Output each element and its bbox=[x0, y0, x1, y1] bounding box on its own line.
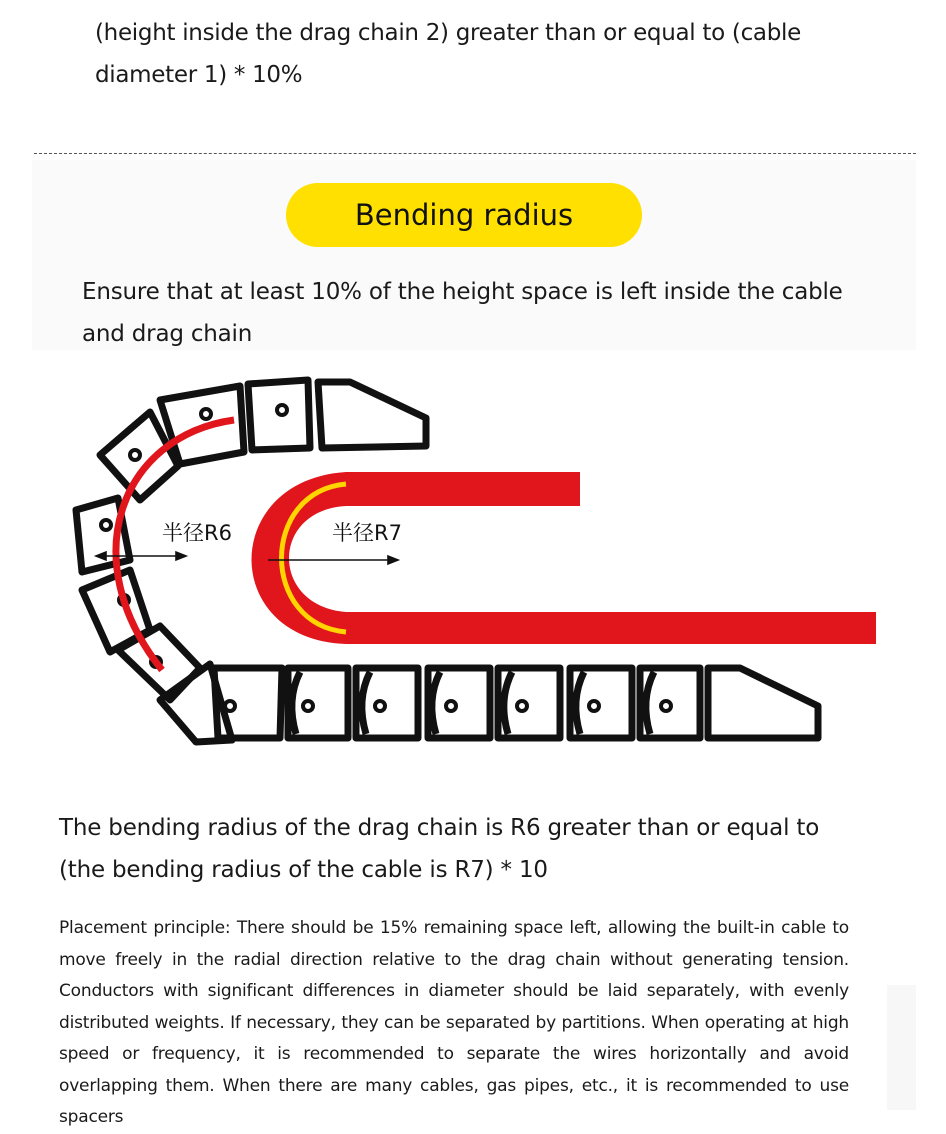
chain-end-bottom bbox=[708, 668, 818, 738]
section-title-pill bbox=[286, 183, 642, 247]
top-paragraph: (height inside the drag chain 2) greater than or equal to (cable diameter 1) * 10% bbox=[95, 20, 801, 88]
intro-paragraph: Ensure that at least 10% of the height space is left inside the cable and drag chain bbox=[82, 279, 843, 347]
label-r7: 半径R7 bbox=[332, 521, 402, 545]
side-shade bbox=[887, 985, 916, 1110]
bending-radius-diagram bbox=[0, 360, 946, 760]
placement-principle-paragraph: Placement principle: There should be 15% remaining space left, allowing the built-in cable to move freely in the radial direction relative to the drag chain without generating tension. Conductors with significant differences in diameter should be laid separately, with evenly distributed weights. If necessary, they can be separated by partitions. When operating at high speed or frequency, it is recommended to separate the wires horizontally and avoid overlapping them. When there are many cables, gas pipes, etc., it is recommended to use spacers bbox=[59, 918, 849, 1127]
section-title: Bending radius bbox=[354, 198, 574, 232]
label-r6: 半径R6 bbox=[162, 521, 232, 545]
section-divider bbox=[34, 153, 916, 154]
radius-arrows bbox=[96, 552, 398, 564]
chain-end-top bbox=[318, 382, 426, 448]
formula-paragraph: The bending radius of the drag chain is R6 greater than or equal to (the bending radius of the cable is R7) * 10 bbox=[59, 815, 820, 883]
cable bbox=[252, 472, 877, 644]
